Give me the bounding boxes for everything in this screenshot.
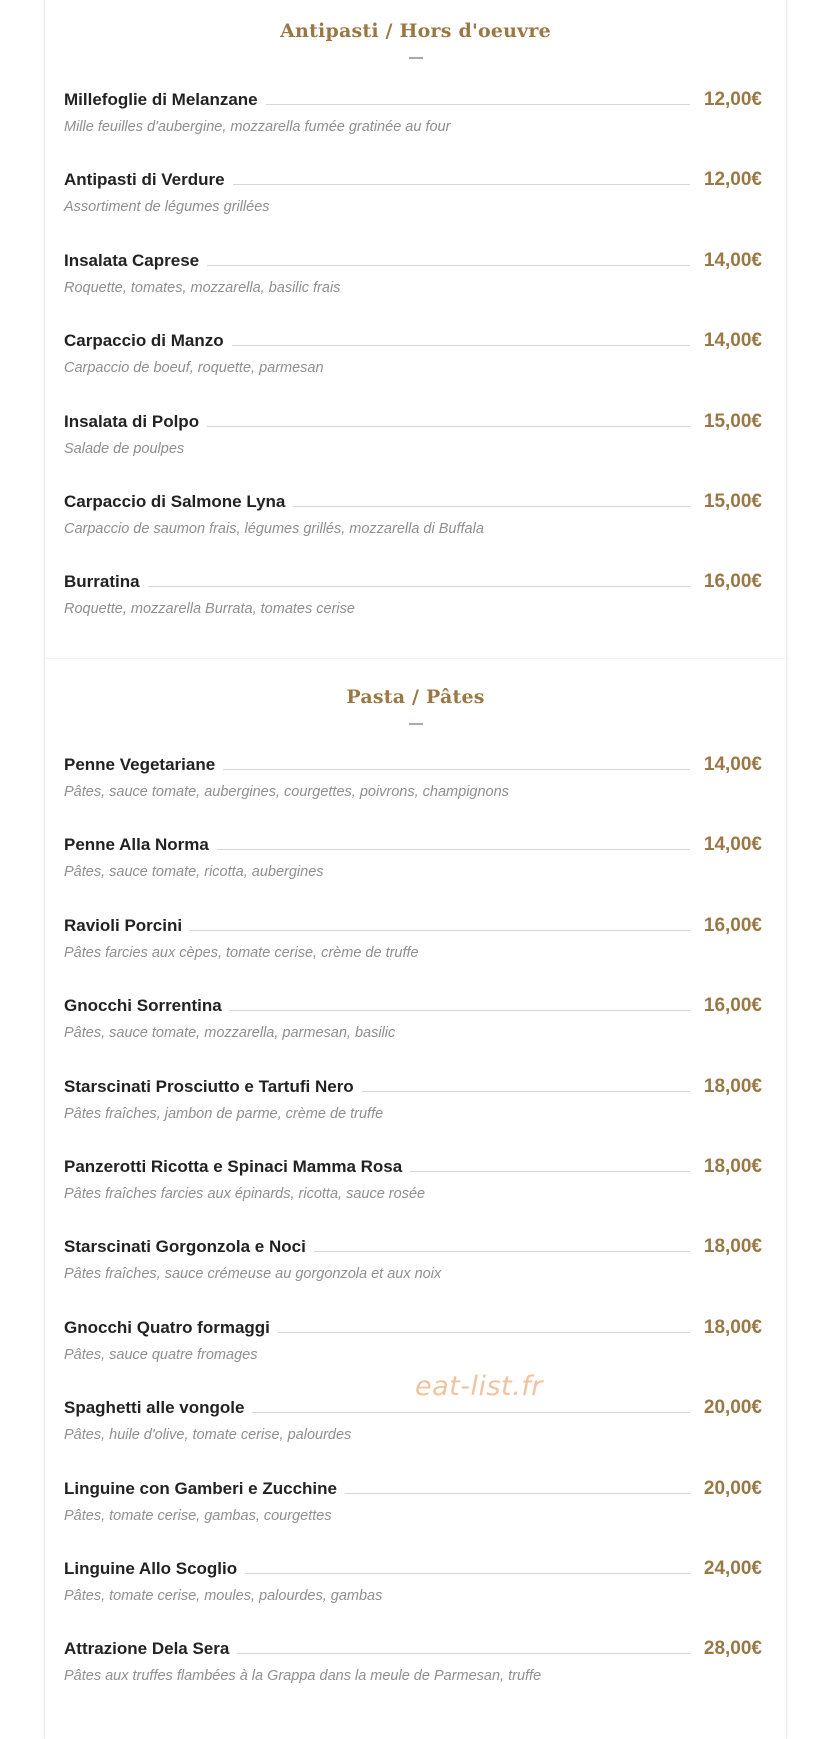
leader-line	[245, 1573, 690, 1574]
leader-line	[207, 426, 690, 427]
menu-item-price: 18,00€	[703, 1075, 762, 1097]
menu-item-name: Gnocchi Sorrentina	[64, 996, 222, 1016]
leader-line	[148, 586, 690, 587]
menu-item-price: 15,00€	[703, 490, 762, 512]
menu-item-description: Pâtes, sauce tomate, mozzarella, parmesan, basilic	[64, 1025, 396, 1042]
menu-item-price: 16,00€	[703, 571, 762, 593]
menu-item-description: Pâtes, tomate cerise, gambas, courgettes	[64, 1507, 332, 1524]
leader-line	[314, 1251, 690, 1252]
menu-item-price: 28,00€	[703, 1638, 762, 1660]
menu-item	[45, 410, 786, 490]
menu-item-row	[64, 1235, 762, 1259]
menu-item	[45, 570, 786, 650]
menu-item-row	[64, 1557, 762, 1581]
menu-item-name: Ravioli Porcini	[64, 915, 183, 935]
leader-line	[233, 184, 690, 185]
menu-item-row	[64, 1396, 762, 1420]
menu-item-name: Burratina	[64, 572, 140, 592]
menu-item-description: Carpaccio de boeuf, roquette, parmesan	[64, 360, 324, 377]
menu-item-name: Carpaccio di Salmone Lyna	[64, 491, 286, 511]
menu-item-row	[64, 914, 762, 938]
leader-line	[190, 930, 690, 931]
leader-line	[237, 1653, 690, 1654]
menu-item-row	[64, 1637, 762, 1661]
menu-item-description: Mille feuilles d'aubergine, mozzarella fumée gratinée au four	[64, 119, 451, 135]
menu-item-price: 14,00€	[703, 249, 762, 271]
menu-item	[45, 88, 786, 168]
menu-item-name: Antipasti di Verdure	[64, 170, 225, 190]
menu-item-name: Carpaccio di Manzo	[64, 331, 224, 351]
menu-item-description: Carpaccio de saumon frais, légumes grillés, mozzarella di Buffala	[64, 520, 484, 537]
menu-item-description: Assortiment de légumes grillées	[64, 199, 270, 216]
menu-item-price: 12,00€	[703, 89, 762, 110]
menu-item-row	[64, 249, 762, 273]
menu-item-name: Penne Vegetariane	[64, 755, 216, 774]
section-title: Antipasti / Hors d'oeuvre	[280, 20, 551, 42]
menu-item-description: Pâtes, sauce tomate, aubergines, courgettes, poivrons, champignons	[64, 784, 509, 800]
menu-item-row	[64, 1477, 762, 1501]
menu-item-name: Starscinati Prosciutto e Tartufi Nero	[64, 1076, 354, 1096]
menu-item-description: Salade de poulpes	[64, 440, 185, 457]
menu-item-description: Pâtes, sauce quatre fromages	[64, 1346, 258, 1363]
leader-line	[252, 1412, 689, 1413]
leader-line	[362, 1091, 690, 1092]
menu-item-row	[64, 329, 762, 353]
menu-item-name: Penne Alla Norma	[64, 835, 209, 855]
title-divider	[409, 57, 423, 59]
menu-item-description: Pâtes fraîches farcies aux épinards, ricotta, sauce rosée	[64, 1185, 426, 1202]
menu-item-name: Millefoglie di Melanzane	[64, 90, 258, 109]
menu-item-price: 12,00€	[703, 169, 762, 191]
menu-item-row	[64, 168, 762, 192]
menu-item-name: Insalata Caprese	[64, 250, 200, 270]
menu-item	[45, 1075, 786, 1155]
menu-item-price: 18,00€	[703, 1316, 762, 1338]
menu-item-price: 20,00€	[703, 1477, 762, 1499]
menu-item-price: 14,00€	[703, 834, 762, 856]
menu-item-row	[64, 1316, 762, 1340]
watermark: eat-list.fr	[415, 1371, 543, 1402]
menu-item-name: Insalata di Polpo	[64, 411, 200, 431]
menu-item-name: Linguine con Gamberi e Zucchine	[64, 1478, 337, 1498]
menu-item-price: 16,00€	[703, 995, 762, 1017]
leader-line	[293, 506, 689, 507]
menu-item-price: 18,00€	[703, 1155, 762, 1177]
menu-item-description: Pâtes, tomate cerise, moules, palourdes, gambas	[64, 1587, 383, 1604]
menu-item-row	[64, 1075, 762, 1099]
menu-item	[45, 994, 786, 1074]
menu-item-price: 14,00€	[703, 330, 762, 352]
menu-item-row	[64, 1155, 762, 1179]
menu-item	[45, 1155, 786, 1235]
menu-item-price: 16,00€	[703, 914, 762, 936]
menu-item-description: Pâtes aux truffes flambées à la Grappa dans la meule de Parmesan, truffe	[64, 1668, 542, 1685]
menu-item-name: Spaghetti alle vongole	[64, 1398, 245, 1418]
menu-item-row	[64, 88, 762, 112]
menu-item-row	[64, 490, 762, 514]
menu-item	[45, 914, 786, 994]
menu-item-row	[64, 994, 762, 1018]
leader-line	[266, 104, 690, 105]
menu-item-price: 14,00€	[703, 754, 762, 775]
menu-item-description: Pâtes fraîches, sauce crémeuse au gorgonzola et aux noix	[64, 1266, 442, 1283]
leader-line	[345, 1493, 690, 1494]
leader-line	[232, 345, 690, 346]
menu-item-description: Pâtes fraîches, jambon de parme, crème de truffe	[64, 1105, 384, 1122]
menu-item	[45, 1637, 786, 1717]
menu-item	[45, 329, 786, 409]
menu-item-price: 18,00€	[703, 1236, 762, 1258]
menu-item	[45, 168, 786, 248]
menu-item-row	[64, 410, 762, 434]
menu-item-description: Roquette, mozzarella Burrata, tomates cerise	[64, 601, 355, 618]
leader-line	[278, 1332, 690, 1333]
menu-item	[45, 753, 786, 833]
leader-line	[217, 849, 690, 850]
menu-item	[45, 1557, 786, 1637]
menu-item	[45, 249, 786, 329]
menu-item-price: 15,00€	[703, 410, 762, 432]
menu-item	[45, 1477, 786, 1557]
menu-item	[45, 1235, 786, 1315]
menu-item-name: Linguine Allo Scoglio	[64, 1558, 238, 1578]
menu-item-price: 24,00€	[703, 1557, 762, 1579]
leader-line	[410, 1171, 690, 1172]
menu-item	[45, 833, 786, 913]
menu-item-description: Pâtes farcies aux cèpes, tomate cerise, crème de truffe	[64, 944, 419, 961]
title-divider	[409, 723, 423, 725]
leader-line	[207, 265, 690, 266]
menu-item-row	[64, 833, 762, 857]
menu-item-price: 20,00€	[703, 1397, 762, 1419]
section-title: Pasta / Pâtes	[346, 686, 485, 708]
menu-item-description: Pâtes, huile d'olive, tomate cerise, palourdes	[64, 1427, 352, 1444]
menu-item-name: Panzerotti Ricotta e Spinaci Mamma Rosa	[64, 1156, 403, 1176]
menu-item-description: Roquette, tomates, mozzarella, basilic frais	[64, 279, 341, 296]
menu-item-row	[64, 753, 762, 777]
menu-section-pasta	[45, 659, 786, 1739]
menu-item-name: Gnocchi Quatro formaggi	[64, 1317, 270, 1337]
menu-item	[45, 1396, 786, 1476]
leader-line	[230, 1010, 690, 1011]
menu-item	[45, 490, 786, 570]
menu-item-list	[45, 753, 786, 1718]
menu-item-row	[64, 570, 762, 594]
menu-item-description: Pâtes, sauce tomate, ricotta, aubergines	[64, 864, 324, 881]
menu-item-list	[45, 88, 786, 651]
menu-item-name: Starscinati Gorgonzola e Noci	[64, 1237, 306, 1257]
menu-section-antipasti	[45, 0, 786, 659]
menu-item-name: Attrazione Dela Sera	[64, 1639, 230, 1659]
leader-line	[223, 769, 690, 770]
